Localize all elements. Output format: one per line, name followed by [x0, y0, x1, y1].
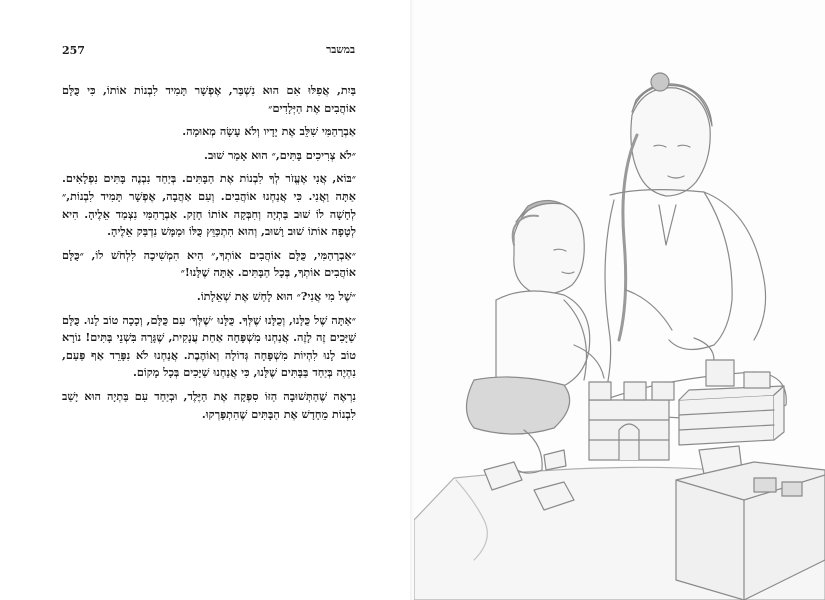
illustration-page — [414, 0, 825, 600]
paragraph: בַּיִת, אֲפִלּוּ אִם הוּא נִשְׁבַּר, אֶפְשָׁר תָּמִיד לִבְנוֹת אוֹתוֹ, כִּי כֻּלָּם אוֹהֲבִים אֶת הַיְּלָדִים״ — [62, 83, 356, 115]
body-text — [62, 82, 356, 423]
paragraph: אַבְרָהַמִּי שִׁלֵּב אֶת יָדָיו וְלֹא עָשָׂה מְאוּמָה. — [182, 124, 356, 139]
paragraph: ״אַבְרָהַמִּי, כֻּלָּם אוֹהֲבִים אוֹתְךָ,״ הִיא הִמְשִׁיכָה לִלְחֹשׁ לוֹ, ״כֻּלָּם אוֹהֲבִים אוֹתְךָ, בְּכָל הַבָּתִּים. אַתָּה שֶׁלָּנוּ!״ — [62, 247, 356, 280]
boy-figure — [467, 200, 605, 473]
paragraph: נִרְאֶה שֶׁהַתְּשׁוּבָה הַזּוֹ סִפְּקָה אֶת הַיֶּלֶד, וּבְיַחַד עִם בַּתְיָה הוּא יָשַׁב לִבְנוֹת מֵחָדָשׁ אֶת הַבָּתִּים שֶׁהִתְפָּרְקוּ. — [62, 388, 356, 421]
woman-figure — [604, 73, 786, 418]
paragraph: ״אַתָּה שֶׁל כֻּלָּנוּ, וְכֻלָּנוּ שֶׁלְּךָ. כֻּלָּנוּ ׳שֶׁלְּךָ׳ עִם כֻּלָּם, וְכָכָה טוֹב לָנוּ. כֻּלָּם שַׁיָּכִים זֶה לָזֶה. אֲנַחְנוּ מִשְׁפָּחָה אַחַת עֲנָקִית, שֶׁגָּרָה בִּשְׁנֵי בָּתִּים! נוֹרָא טוֹב לָנוּ לִהְיוֹת מִשְׁפָּחָה גְּדוֹלָה וְאוֹהֶבֶת. אֲנַחְנוּ לֹא נִפָּרֵד אַף פַּעַם, נִהְיֶה בְּיַחַד בַּבָּתִּים שֶׁלָּנוּ, כִּי אֲנַחְנוּ שַׁיָּכִים בְּכָל מָקוֹם. — [62, 312, 356, 380]
text-page — [0, 0, 412, 600]
block-wall — [679, 360, 784, 445]
paragraph: ״בּוֹא, אֲנִי אֶעֱזֹר לְךָ לִבְנוֹת אֶת הַבָּתִּים. בְּיַחַד נִבְנֶה בָּתִּים נִפְלָאִים. אַתָּה וַאֲנִי. כִּי אֲנַחְנוּ אוֹהֲבִים. וְעִם אַהֲבָה, אֶפְשָׁר תָּמִיד לִבְנוֹת,״ לְחָשָׁה לוֹ שׁוּב בַּתְיָה וְחִבְּקָה אוֹתוֹ חָזָק. אַבְרָהַמִּי נִצְמַד אֵלֶיהָ. הִיא לְטָפָה אוֹתוֹ שׁוּב וָשׁוּב, וְהוּא הִתְכַּוֵּץ כֻּלּוֹ וּמַמָּשׁ נִדְבַּק אֵלֶיהָ. — [62, 171, 356, 239]
paragraph: ״שֶׁל מִי אֲנִי?״ הוּא לָחַשׁ אֶת שְׁאֵלָתוֹ. — [196, 288, 356, 303]
page-number: 257 — [62, 44, 85, 57]
pencil-illustration — [414, 0, 825, 600]
block-castle — [589, 382, 674, 460]
running-head: במשבר — [326, 44, 355, 56]
paragraph: ״לֹא צְרִיכִים בָּתִּים,״ הוּא אָמַר שׁוּב. — [204, 147, 356, 162]
